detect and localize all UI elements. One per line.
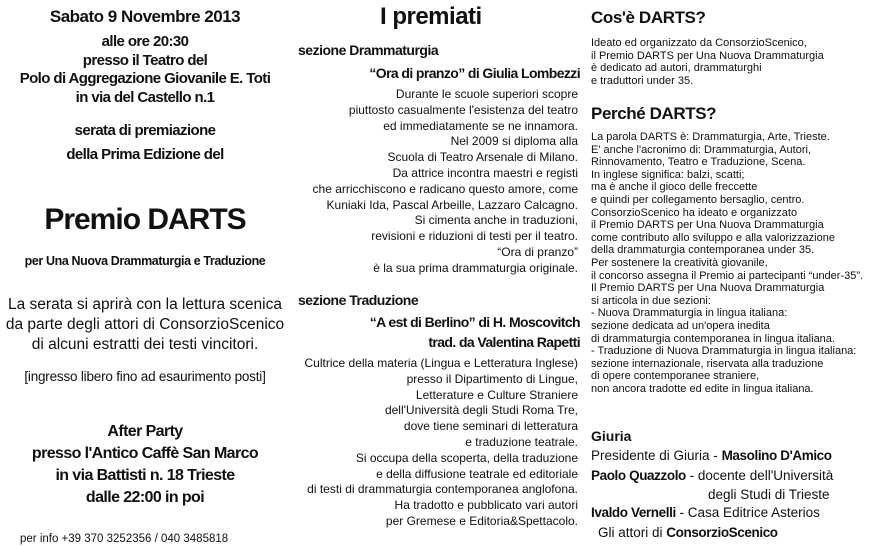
info-contact: per info +39 370 3252356 / 040 3485818 (20, 533, 229, 545)
text-line: il Premio DARTS per Una Nuova Drammaturgia (591, 49, 824, 62)
event-time: alle ore 20:30 (101, 33, 189, 50)
jury-member-name: Paolo Quazzolo (591, 468, 686, 483)
bio-line: Si occupa della scoperta, della traduzione (355, 450, 578, 465)
translation-winning-work: “A est di Berlino” di H. Moscovitch (369, 314, 580, 330)
event-venue-address: in via del Castello n.1 (75, 89, 215, 106)
bio-line: Scuola di Teatro Arsenale di Milano. (387, 150, 578, 165)
text-line: della drammaturgia contemporanea under 35. (591, 244, 815, 257)
bio-line: che arricchiscono e radicano questo amore, come (312, 181, 578, 196)
event-column (0, 0, 290, 547)
translation-winner-bio (290, 356, 578, 530)
text-line: La parola DARTS è: Drammaturgia, Arte, Trieste. (591, 131, 830, 143)
text-line: non ancora tradotte ed edite in lingua italiana. (591, 382, 814, 395)
jury-president-name: Masolino D'Amico (721, 448, 832, 463)
bio-line: Nel 2009 si diploma alla (450, 134, 578, 149)
bio-line: e traduzione teatrale. (465, 434, 578, 449)
after-party-address: in via Battisti n. 18 Trieste (55, 467, 235, 484)
winners-column (290, 0, 586, 547)
what-text (591, 37, 874, 87)
bio-line: dell'Università degli Studi Roma Tre, (384, 403, 578, 418)
prize-title: Premio DARTS (44, 203, 246, 236)
jury-president (591, 448, 832, 463)
text-line: ConsorzioScenico ha ideato e organizzato (591, 206, 798, 219)
jury-member-role: - Casa Editrice Asterios (675, 505, 820, 520)
drama-section-heading: sezione Drammaturgia (298, 42, 439, 58)
text-line: sezione internazionale, riservata alla traduzione (591, 357, 824, 370)
text-line: Ideato ed organizzato da ConsorzioScenico, (591, 37, 807, 49)
opening-line: di alcuni estratti dei testi vincitori. (31, 336, 259, 353)
text-line: come contributo allo sviluppo e alla valorizzazione (591, 231, 835, 244)
jury-actors-label: Gli attori di (598, 525, 667, 540)
bio-line: dove tiene seminari di letteratura (403, 419, 578, 434)
text-line: di opere contemporanee straniere, (591, 370, 760, 383)
bio-line: ed immediatamente se ne innamora. (383, 118, 578, 133)
jury-actors-name: ConsorzioScenico (666, 525, 778, 540)
prize-subtitle: per Una Nuova Drammaturgia e Traduzione (24, 254, 266, 268)
jury-member-role: - docente dell'Università (685, 468, 834, 483)
bio-line: piuttosto casualmente l'esistenza del teatro (348, 102, 578, 117)
bio-line: è la sua prima drammaturgia originale. (373, 260, 578, 275)
winners-title: I premiati (380, 3, 482, 30)
text-line: ma è anche il gioco delle freccette (591, 181, 758, 194)
after-party-title: After Party (107, 423, 183, 440)
what-heading: Cos'è DARTS? (591, 8, 706, 27)
drama-winner-bio (290, 87, 578, 277)
ceremony-line: della Prima Edizione del (66, 146, 224, 163)
text-line: In inglese significa: balzi, scatti; (591, 168, 745, 181)
jury-member (591, 505, 820, 520)
text-line: il concorso assegna il Premio ai partecipanti “under-35”. (591, 269, 864, 282)
bio-line: Da attrice incontra maestri e registi (392, 165, 578, 180)
bio-line: revisioni e riduzioni di testi per il teatro. (371, 229, 578, 244)
jury-president-label: Presidente di Giuria - (591, 448, 722, 463)
event-date: Sabato 9 Novembre 2013 (49, 7, 241, 26)
jury-heading: Giuria (591, 428, 632, 444)
bio-line: Letterature e Culture Straniere (415, 387, 578, 402)
text-line: di drammaturgia contemporanea in lingua italiana. (591, 332, 835, 345)
text-line: - Nuova Drammaturgia in lingua italiana: (591, 307, 788, 320)
bio-line: presso il Dipartimento di Lingue, (406, 371, 578, 386)
translation-section-heading: sezione Traduzione (298, 292, 419, 308)
after-party-time: dalle 22:00 in poi (85, 489, 205, 506)
bio-line: per Gremese e Editoria&Spettacolo. (385, 513, 578, 528)
ceremony-line: serata di premiazione (74, 122, 216, 139)
after-party-venue: presso l'Antico Caffè San Marco (31, 445, 259, 462)
about-column (586, 0, 874, 547)
drama-winning-work: “Ora di pranzo” di Giulia Lombezzi (369, 65, 580, 81)
text-line: si articola in due sezioni: (591, 294, 711, 307)
bio-line: Kuniaki Ida, Pascal Arbeille, Lazzaro Calcagno. (326, 197, 578, 212)
text-line: e traduttori under 35. (591, 74, 694, 87)
bio-line: e della diffusione teatrale ed editoriale (376, 466, 578, 481)
event-venue-line: presso il Teatro del (82, 52, 208, 69)
text-line: Per sostenere la creatività giovanile, (591, 256, 768, 269)
translation-translator: trad. da Valentina Rapetti (428, 334, 580, 350)
text-line: sezione dedicata ad un'opera inedita (591, 319, 770, 332)
jury-member (591, 468, 833, 483)
why-text (591, 131, 874, 395)
bio-line: Cultrice della materia (Lingua e Letteratura Inglese) (304, 356, 578, 370)
jury-actors (598, 525, 778, 540)
text-line: Rinnovamento, Teatro e Traduzione, Scena. (591, 156, 806, 169)
free-entry-note: [ingresso libero fino ad esaurimento posti] (24, 369, 266, 384)
text-line: è dedicato ad autori, drammaturghi (591, 62, 762, 75)
text-line: il Premio DARTS per Una Nuova Drammaturgia (591, 219, 824, 232)
bio-line: Si cimenta anche in traduzioni, (414, 213, 578, 228)
event-venue-name: Polo di Aggregazione Giovanile E. Toti (19, 70, 271, 87)
jury-member-role-continued: degli Studi di Trieste (708, 487, 830, 502)
opening-line: da parte degli attori di ConsorzioScenico (5, 316, 285, 333)
bio-line: “Ora di pranzo” (497, 244, 578, 259)
jury-member-name: Ivaldo Vernelli (591, 505, 676, 520)
text-line: Il Premio DARTS per Una Nuova Drammaturgia (591, 282, 825, 295)
why-heading: Perché DARTS? (591, 104, 717, 123)
text-line: - Traduzione di Nuova Drammaturgia in lingua italiana: (591, 345, 857, 358)
bio-line: di testi di drammaturgia contemporanea anglofona. (307, 482, 578, 497)
bio-line: Durante le scuole superiori scopre (395, 87, 578, 101)
text-line: e quindi per collegamento bersaglio, centro. (591, 193, 805, 206)
bio-line: Ha tradotto e pubblicato vari autori (394, 498, 578, 513)
text-line: E' anche l'acronimo di: Drammaturgia, Autori, (591, 143, 812, 156)
opening-line: La serata si aprirà con la lettura scenica (8, 296, 282, 313)
